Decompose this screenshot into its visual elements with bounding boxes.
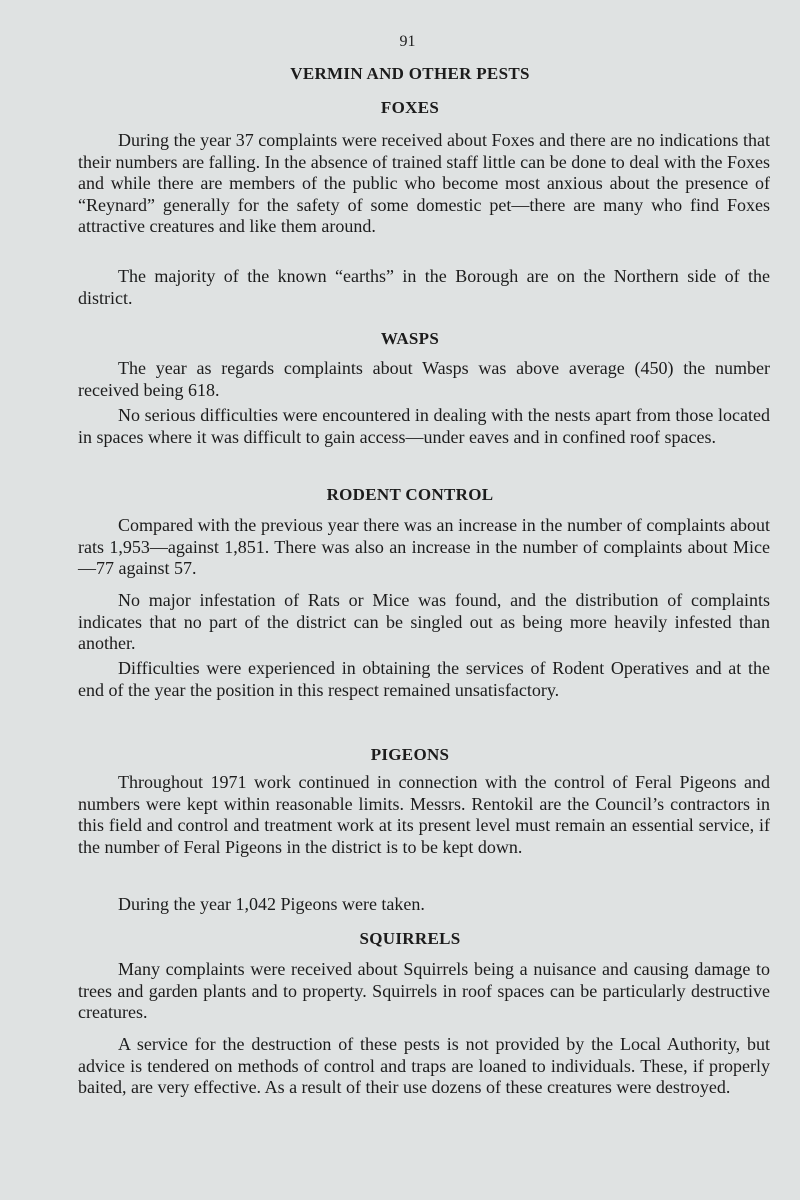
rodent-paragraph-2: No major infestation of Rats or Mice was found, and the distribution of complaints indicates that no part of the district can be singled out as being more heavily infested than another. (78, 590, 770, 653)
section-heading-wasps: WASPS (380, 329, 440, 348)
section-heading-rodent-control: RODENT CONTROL (326, 485, 494, 504)
section-heading-squirrels: SQUIRRELS (359, 929, 461, 948)
rodent-paragraph-1: Compared with the previous year there was an increase in the number of complaints about rats 1,953—against 1,851. There was also an increase in the number of complaints about Mice—77 against 57. (78, 515, 770, 578)
page-title: VERMIN AND OTHER PESTS (290, 64, 530, 83)
pigeons-paragraph-2: During the year 1,042 Pigeons were taken. (118, 894, 425, 914)
section-heading-foxes: FOXES (380, 98, 440, 117)
foxes-paragraph-2: The majority of the known “earths” in the Borough are on the Northern side of the district. (78, 266, 770, 308)
wasps-paragraph-1: The year as regards complaints about Wasps was above average (450) the number received being 618. (78, 358, 770, 400)
pigeons-paragraph-1: Throughout 1971 work continued in connection with the control of Feral Pigeons and numbers were kept within reasonable limits. Messrs. Rentokil are the Council’s contractors in this field and control and treatment work at its present level must remain an essential service, if the number of Feral Pigeons in the district is to be kept down. (78, 772, 770, 857)
page-number: 91 (399, 33, 416, 50)
squirrels-paragraph-2: A service for the destruction of these pests is not provided by the Local Authority, but advice is tendered on methods of control and traps are loaned to individuals. These, if properly baited, are very effective. As a result of their use dozens of these creatures were destroyed. (78, 1034, 770, 1097)
wasps-paragraph-2: No serious difficulties were encountered in dealing with the nests apart from those located in spaces where it was difficult to gain access—under eaves and in confined roof spaces. (78, 405, 770, 447)
squirrels-paragraph-1: Many complaints were received about Squirrels being a nuisance and causing damage to trees and garden plants and to property. Squirrels in roof spaces can be particularly destructive creatures. (78, 959, 770, 1022)
rodent-paragraph-3: Difficulties were experienced in obtaining the services of Rodent Operatives and at the end of the year the position in this respect remained unsatisfactory. (78, 658, 770, 700)
foxes-paragraph-1: During the year 37 complaints were received about Foxes and there are no indications that their numbers are falling. In the absence of trained staff little can be done to deal with the Foxes and while there are members of the public who become most anxious about the presence of “Reynard” generally for the safety of some domestic pet—there are many who find Foxes attractive creatures and like them around. (78, 130, 770, 236)
section-heading-pigeons: PIGEONS (370, 745, 450, 764)
